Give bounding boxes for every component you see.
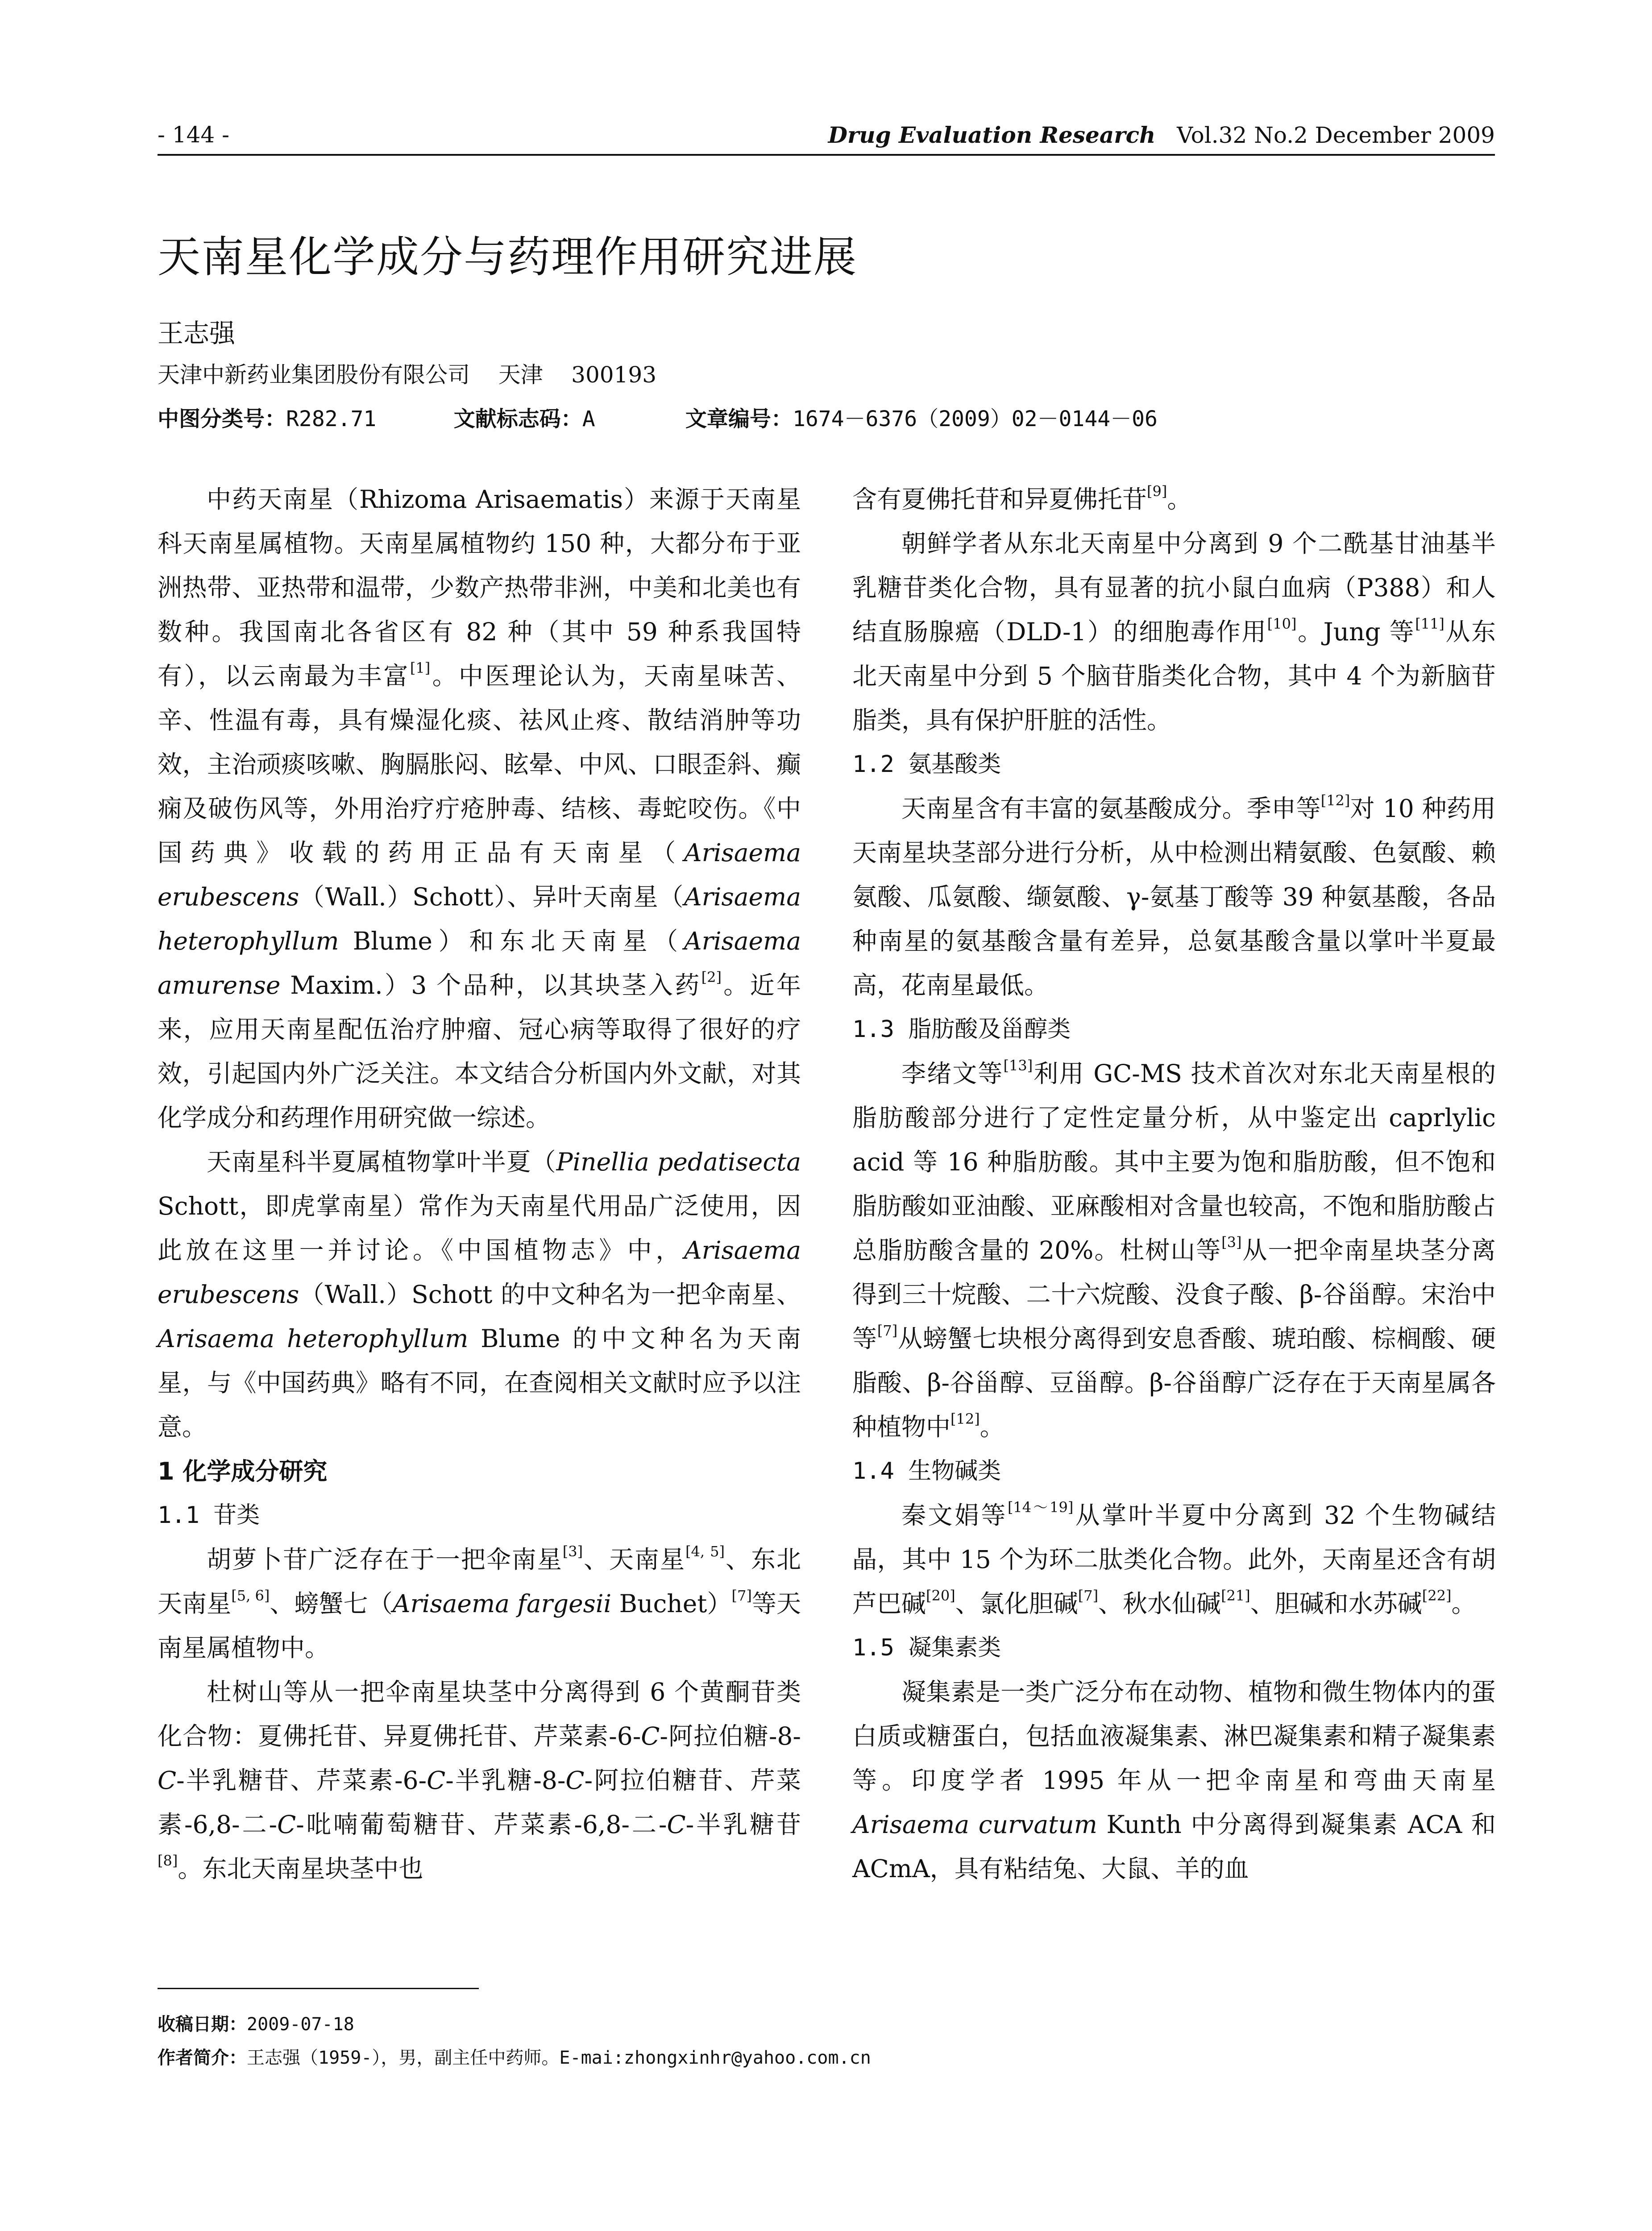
citation: [7] — [731, 1587, 752, 1604]
paragraph: 凝集素是一类广泛分布在动物、植物和微生物体内的蛋白质或糖蛋白，包括血液凝集素、淋巴凝集素和精子凝集素等。印度学者 1995 年从一把伞南星和弯曲天南星 Arisaema curvatum Kunth 中分离得到凝集素 ACA 和 ACmA，具有粘结兔、大鼠、羊的血 — [852, 1678, 1496, 1883]
subsection-heading: 1.2 氨基酸类 — [852, 751, 1001, 778]
subsection-heading: 1.1 苷类 — [158, 1502, 260, 1529]
citation: [1] — [410, 659, 431, 676]
paragraph: 中药天南星（Rhizoma Arisaematis）来源于天南星科天南星属植物。天南星属植物约 150 种，大都分布于亚洲热带、亚热带和温带，少数产热带非洲，中美和北美也有数种。我国南北各省区有 82 种（其中 59 种系我国特有），以云南最为丰富[1]。中医理论认为，天南星味苦、辛、性温有毒，具有燥湿化痰、祛风止疼、散结消肿等功效，主治顽痰咳嗽、胸膈胀闷、眩晕、中风、口眼歪斜、癫痫及破伤风等，外用治疗疔疮肿毒、结核、毒蛇咬伤。《中国药典》收载的药用正品有天南星（Arisaema erubescens（Wall.）Schott）、异叶天南星（Arisaema heterophyllum Blume）和东北天南星（Arisaema amurense Maxim.）3 个品种，以其块茎入药[2]。近年来，应用天南星配伍治疗肿瘤、冠心病等取得了很好的疗效，引起国内外广泛关注。本文结合分析国内外文献，对其化学成分和药理作用研究做一综述。 — [158, 485, 801, 1132]
footnote-received: 收稿日期：2009-07-18 — [158, 2014, 354, 2035]
running-header — [158, 118, 1495, 156]
citation: [2] — [701, 969, 722, 986]
citation: [12] — [951, 1410, 980, 1427]
footnote-divider — [158, 1988, 479, 1989]
doc-code-value: A — [582, 406, 595, 431]
paragraph: 含有夏佛托苷和异夏佛托苷[9]。 — [852, 483, 1192, 514]
journal-name: Drug Evaluation Research — [828, 122, 1156, 148]
affiliation: 天津中新药业集团股份有限公司 天津 300193 — [158, 362, 657, 388]
citation: [3] — [1221, 1234, 1242, 1251]
species-name: Arisaema fargesii — [392, 1589, 612, 1618]
article-title: 天南星化学成分与药理作用研究进展 — [158, 232, 857, 282]
left-column — [158, 477, 801, 1891]
citation: [13] — [1003, 1057, 1033, 1074]
article-no-value: 1674－6376（2009）02－0144－06 — [792, 406, 1158, 431]
clc-label: 中图分类号： — [158, 406, 286, 431]
clc-value: R282.71 — [286, 406, 377, 431]
citation: [20] — [926, 1587, 955, 1604]
citation: [21] — [1221, 1587, 1250, 1604]
citation: [3] — [562, 1543, 583, 1560]
species-name: Arisaema curvatum — [852, 1810, 1097, 1839]
paragraph: 秦文娟等[14～19]从掌叶半夏中分离到 32 个生物碱结晶，其中 15 个为环二肽类化合物。此外，天南星还含有胡芦巴碱[20]、氯化胆碱[7]、秋水仙碱[21]、胆碱和水苏碱[22]。 — [852, 1499, 1496, 1618]
species-name: Arisaema heterophyllum — [158, 883, 801, 955]
classification-line — [158, 402, 1158, 432]
subsection-heading: 1.4 生物碱类 — [852, 1458, 1001, 1485]
citation: [10] — [1267, 615, 1297, 632]
doc-code-label: 文献标志码： — [453, 406, 582, 431]
citation: [14～19] — [1007, 1499, 1074, 1516]
citation: [5, 6] — [231, 1587, 270, 1604]
subsection-heading: 1.3 脂肪酸及甾醇类 — [852, 1016, 1071, 1043]
citation: [9] — [1147, 483, 1167, 500]
paragraph: 天南星含有丰富的氨基酸成分。季申等[12]对 10 种药用天南星块茎部分进行分析，从中检测出精氨酸、色氨酸、赖氨酸、瓜氨酸、缬氨酸、γ-氨基丁酸等 39 种氨基酸，各品种南星的氨基酸含量有差异，总氨基酸含量以掌叶半夏最高，花南星最低。 — [852, 792, 1496, 999]
citation: [11] — [1415, 615, 1444, 632]
species-name: Arisaema heterophyllum — [158, 1324, 469, 1353]
citation: [12] — [1320, 792, 1350, 809]
right-column — [852, 477, 1496, 1891]
paragraph: 胡萝卜苷广泛存在于一把伞南星[3]、天南星[4, 5]、东北天南星[5, 6]、螃蟹七（Arisaema fargesii Buchet）[7]等天南星属植物中。 — [158, 1543, 801, 1662]
article-no-label: 文章编号： — [685, 406, 793, 431]
species-name: Pinellia pedatisecta — [556, 1148, 801, 1176]
citation: [22] — [1422, 1587, 1452, 1604]
species-name: Arisaema erubescens — [158, 838, 801, 911]
citation: [4, 5] — [685, 1543, 725, 1560]
species-name: Arisaema amurense — [158, 927, 801, 999]
citation: [7] — [877, 1322, 898, 1339]
section-heading: 1 化学成分研究 — [158, 1457, 328, 1485]
paragraph: 天南星科半夏属植物掌叶半夏（Pinellia pedatisecta Schott，即虎掌南星）常作为天南星代用品广泛使用，因此放在这里一并讨论。《中国植物志》中，Arisaema erubescens（Wall.）Schott 的中文种名为一把伞南星、Arisaema heterophyllum Blume 的中文种名为天南星，与《中国药典》略有不同，在查阅相关文献时应予以注意。 — [158, 1148, 801, 1441]
author-name: 王志强 — [158, 318, 236, 348]
journal-info — [828, 122, 1495, 148]
journal-issue: Vol.32 No.2 December 2009 — [1177, 122, 1495, 148]
paragraph: 朝鲜学者从东北天南星中分离到 9 个二酰基甘油基半乳糖苷类化合物，具有显著的抗小鼠白血病（P388）和人结直肠腺癌（DLD-1）的细胞毒作用[10]。Jung 等[11]从东北天南星中分到 5 个脑苷脂类化合物，其中 4 个为新脑苷脂类，具有保护肝脏的活性。 — [852, 529, 1496, 734]
subsection-heading: 1.5 凝集素类 — [852, 1634, 1001, 1661]
citation: [7] — [1078, 1587, 1099, 1604]
page-number: - 144 - — [158, 122, 230, 148]
species-name: Arisaema erubescens — [158, 1236, 801, 1309]
paragraph: 李绪文等[13]利用 GC-MS 技术首次对东北天南星根的脂肪酸部分进行了定性定量分析，从中鉴定出 caprlylic acid 等 16 种脂肪酸。其中主要为饱和脂肪酸，但不饱和脂肪酸如亚油酸、亚麻酸相对含量也较高，不饱和脂肪酸占总脂肪酸含量的 20%。杜树山等[3]从一把伞南星块茎分离得到三十烷酸、二十六烷酸、没食子酸、β-谷甾醇。宋治中等[7]从螃蟹七块根分离得到安息香酸、琥珀酸、棕榈酸、硬脂酸、β-谷甾醇、豆甾醇。β-谷甾醇广泛存在于天南星属各种植物中[12]。 — [852, 1057, 1496, 1441]
footnote-author-bio: 作者简介：王志强（1959-），男，副主任中药师。E-mai:zhongxinhr@yahoo.com.cn — [158, 2048, 871, 2068]
citation: [8] — [158, 1852, 178, 1869]
paragraph: 杜树山等从一把伞南星块茎中分离得到 6 个黄酮苷类化合物：夏佛托苷、异夏佛托苷、芹菜素-6-C-阿拉伯糖-8-C-半乳糖苷、芹菜素-6-C-半乳糖-8-C-阿拉伯糖苷、芹菜素-6,8-二-C-吡喃葡萄糖苷、芹菜素-6,8-二-C-半乳糖苷[8]。东北天南星块茎中也 — [158, 1678, 801, 1883]
